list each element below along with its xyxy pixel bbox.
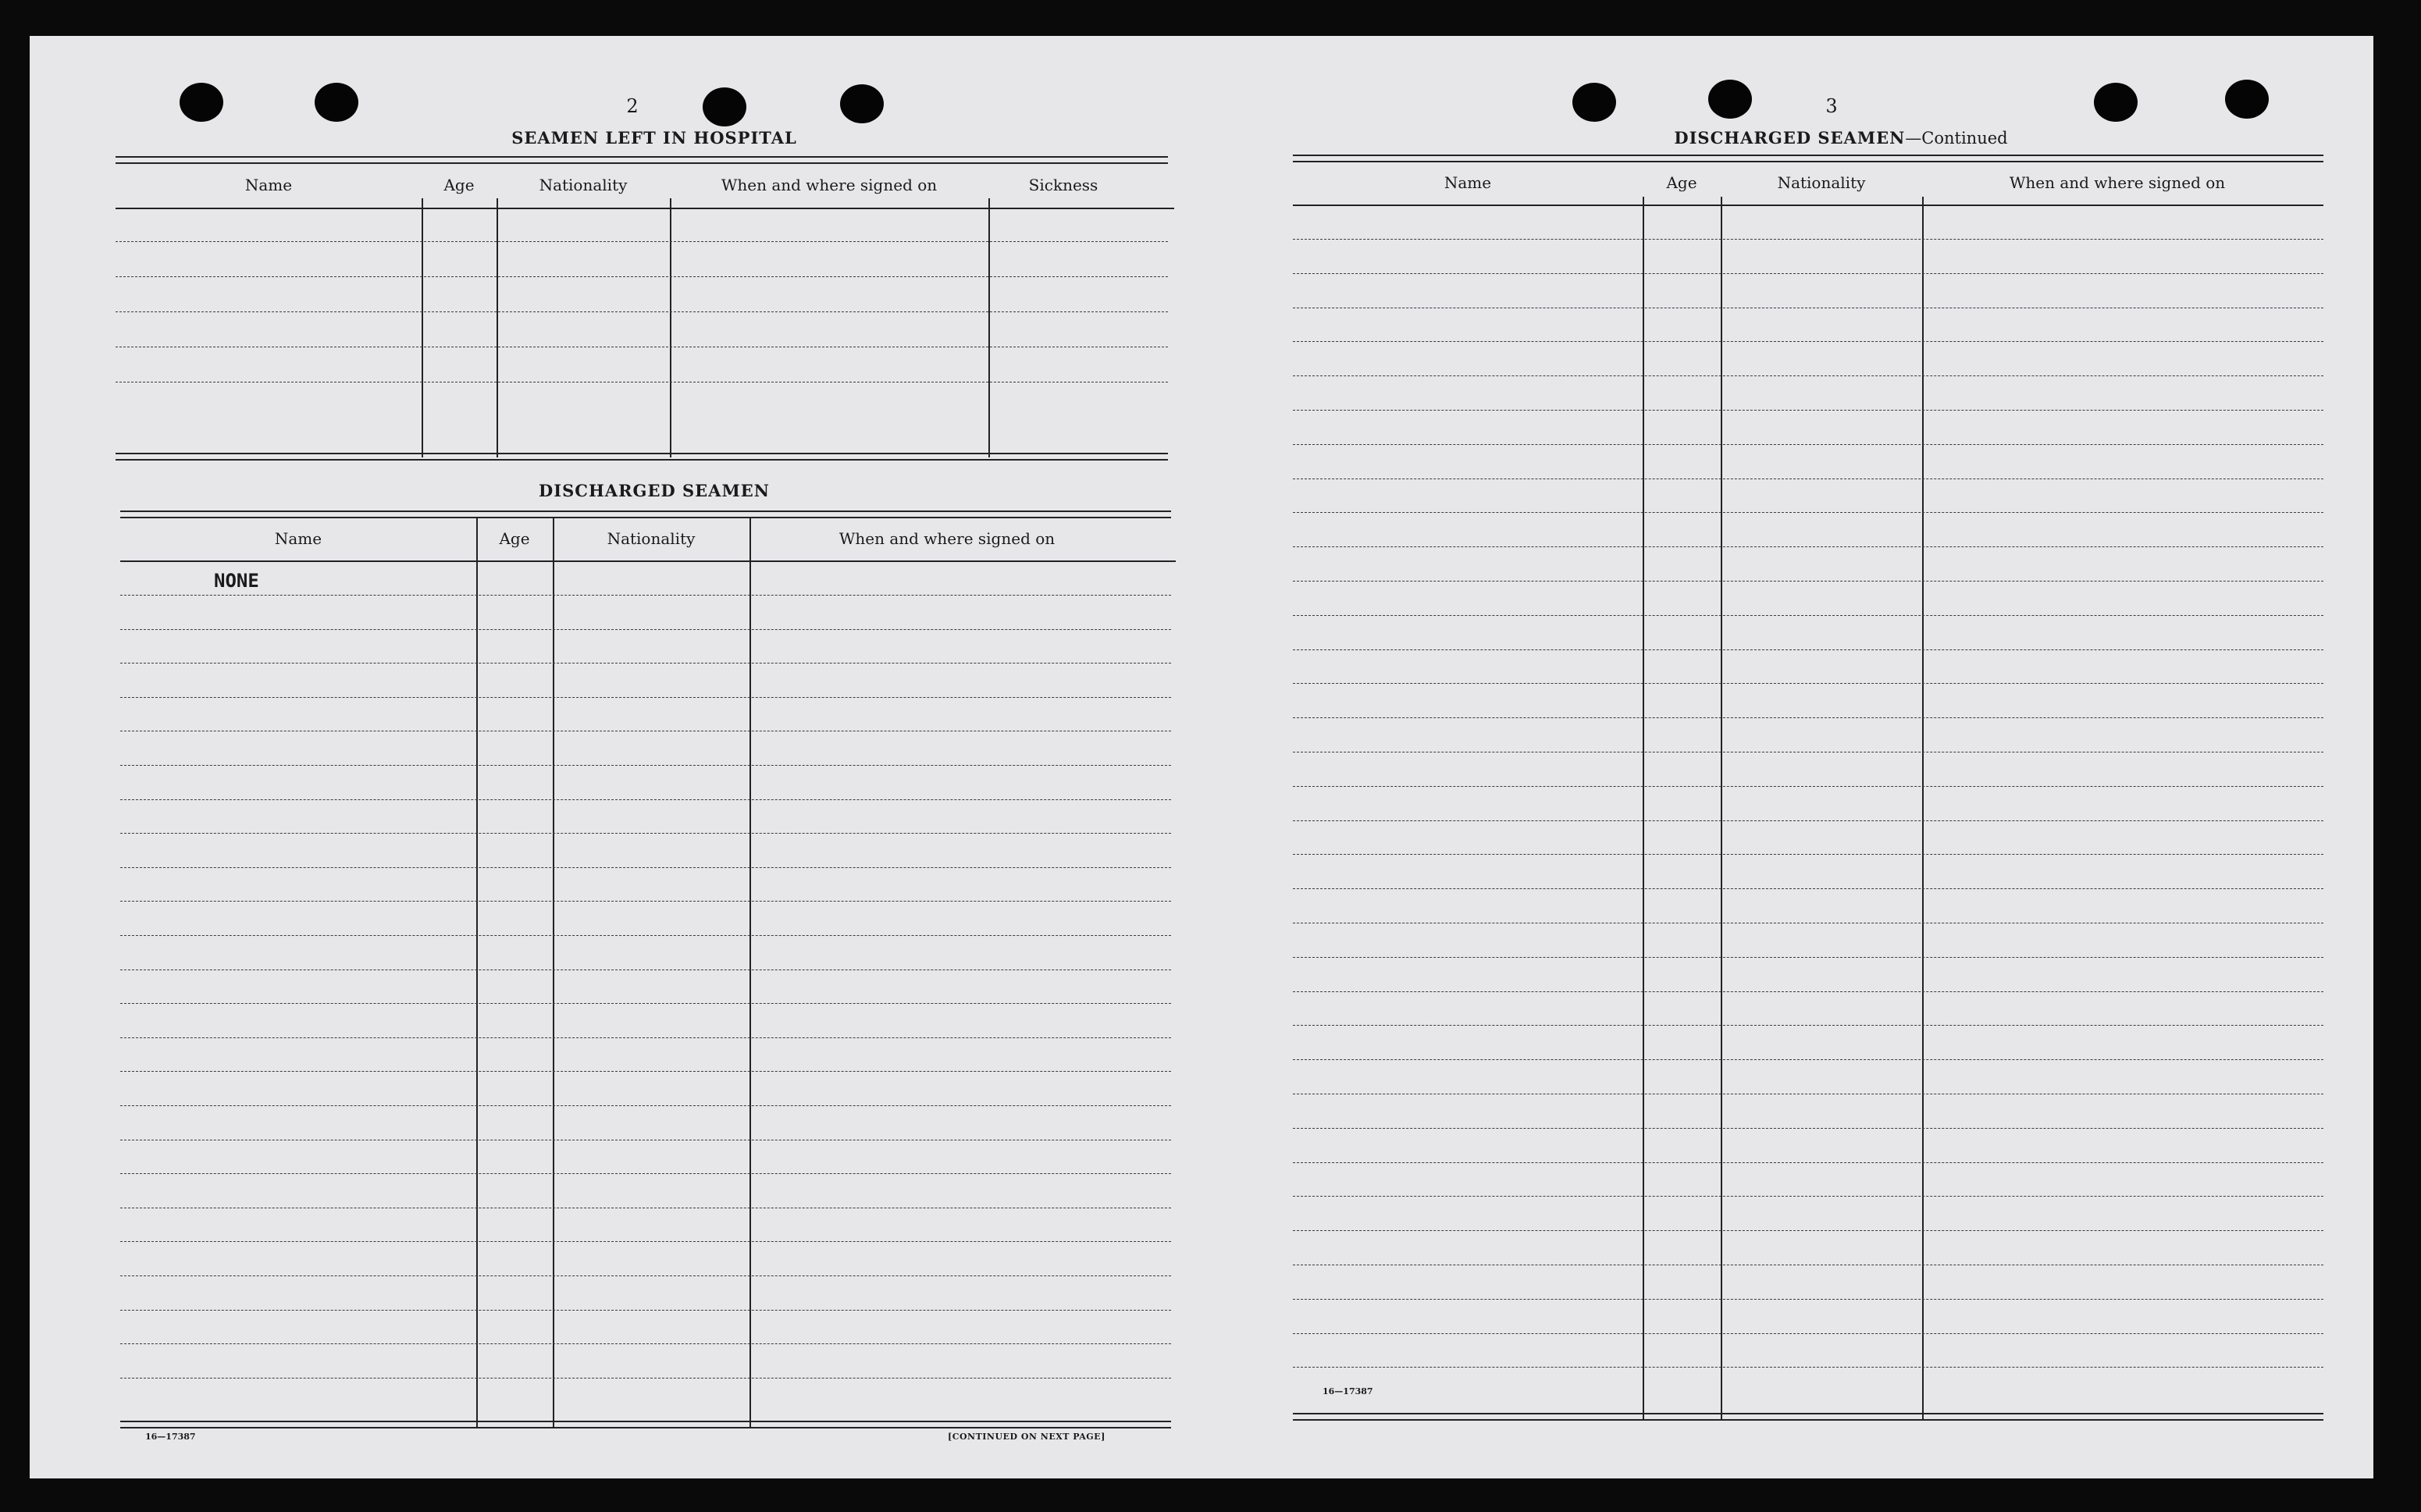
- header-nationality: Nationality: [1777, 173, 1866, 192]
- row-line: [120, 1378, 1171, 1379]
- row-line: [1293, 375, 2323, 376]
- row-line: [1293, 512, 2323, 513]
- bottom-double-rule: [116, 453, 1168, 461]
- header-when-where: When and where signed on: [721, 176, 938, 194]
- top-double-rule: [116, 156, 1168, 164]
- punch-hole: [1572, 83, 1616, 122]
- page-number: 2: [626, 95, 639, 117]
- row-line: [116, 276, 1168, 277]
- discharged-continued-table: [1293, 155, 2323, 1427]
- row-line: [120, 833, 1171, 834]
- header-when-where: When and where signed on: [838, 529, 1056, 548]
- form-code: 16—17387: [1323, 1386, 1373, 1396]
- row-line: [116, 311, 1168, 312]
- header-name: Name: [244, 176, 293, 194]
- row-line: [120, 1037, 1171, 1038]
- column-separator: [670, 198, 671, 457]
- row-line: [1293, 991, 2323, 992]
- row-line: [120, 1310, 1171, 1311]
- discharged-table: [120, 511, 1171, 1432]
- row-line: [120, 697, 1171, 698]
- header-rule: [120, 560, 1176, 562]
- title-text: DISCHARGED SEAMEN: [1674, 128, 1906, 148]
- row-line: [1293, 683, 2323, 684]
- punch-hole: [2094, 83, 2138, 122]
- row-line: [120, 1173, 1171, 1174]
- row-line: [1293, 615, 2323, 616]
- document-sheet: [30, 36, 2373, 1478]
- row-line: [120, 663, 1171, 664]
- row-line: [1293, 854, 2323, 855]
- row-line: [1293, 1333, 2323, 1334]
- row-line: [116, 241, 1168, 242]
- row-line: [1293, 1128, 2323, 1129]
- row-line: [1293, 1025, 2323, 1026]
- table-header: [116, 164, 1168, 206]
- row-line: [1293, 1299, 2323, 1300]
- column-separator: [1643, 197, 1644, 1419]
- row-line: [1293, 957, 2323, 958]
- column-separator: [988, 198, 990, 457]
- column-separator: [1721, 197, 1722, 1419]
- table-header: [120, 518, 1171, 559]
- bottom-double-rule: [1293, 1413, 2323, 1421]
- row-line: [1293, 546, 2323, 547]
- row-line: [1293, 273, 2323, 274]
- title-suffix: —Continued: [1905, 129, 2008, 148]
- form-code: 16—17387: [145, 1432, 196, 1442]
- row-line: [1293, 888, 2323, 889]
- punch-hole: [840, 84, 884, 123]
- row-line: [1293, 1196, 2323, 1197]
- punch-hole: [180, 83, 223, 122]
- discharged-continued-title: [1607, 128, 2075, 148]
- row-line: [1293, 1230, 2323, 1231]
- row-line: [120, 765, 1171, 766]
- row-line: [1293, 1059, 2323, 1060]
- row-line: [120, 1003, 1171, 1004]
- column-separator: [553, 517, 554, 1427]
- row-line: [120, 1275, 1171, 1276]
- row-line: [120, 1241, 1171, 1242]
- page-right: [1201, 36, 2373, 1478]
- header-age: Age: [443, 176, 475, 194]
- header-name: Name: [274, 529, 322, 548]
- punch-hole: [2225, 80, 2269, 119]
- hospital-table: [116, 156, 1168, 461]
- row-line: [1293, 786, 2323, 787]
- row-line: [120, 901, 1171, 902]
- header-age: Age: [499, 529, 530, 548]
- row-line: [1293, 1162, 2323, 1163]
- row-line: [120, 799, 1171, 800]
- row-line: [1293, 820, 2323, 821]
- header-when-where: When and where signed on: [2009, 173, 2226, 192]
- column-separator: [497, 198, 498, 457]
- top-double-rule: [1293, 155, 2323, 162]
- column-separator: [1922, 197, 1924, 1419]
- row-line: [1293, 239, 2323, 240]
- column-separator: [476, 517, 478, 1427]
- header-nationality: Nationality: [607, 529, 696, 548]
- row-line: [1293, 717, 2323, 718]
- table-header: [1293, 162, 2323, 203]
- continued-note: [CONTINUED ON NEXT PAGE]: [948, 1432, 1105, 1442]
- row-line: [1293, 444, 2323, 445]
- row-line: [120, 629, 1171, 630]
- header-age: Age: [1666, 173, 1697, 192]
- page-number: 3: [1825, 95, 1838, 117]
- row-line: [120, 1105, 1171, 1106]
- row-line: [120, 1071, 1171, 1072]
- row-line: [1293, 649, 2323, 650]
- page-left: [30, 36, 1201, 1478]
- header-name: Name: [1444, 173, 1492, 192]
- bottom-double-rule: [120, 1421, 1171, 1428]
- hospital-section-title: SEAMEN LEFT IN HOSPITAL: [511, 128, 797, 148]
- column-separator: [749, 517, 751, 1427]
- row-line: [1293, 410, 2323, 411]
- top-double-rule: [120, 511, 1171, 518]
- punch-hole: [315, 83, 358, 122]
- header-rule: [116, 208, 1174, 209]
- row-line: [1293, 581, 2323, 582]
- row-line: [120, 935, 1171, 936]
- row-line: [120, 595, 1171, 596]
- row-line: [120, 969, 1171, 970]
- seaman-name-entry: NONE: [214, 570, 259, 592]
- row-line: [120, 1343, 1171, 1344]
- header-nationality: Nationality: [539, 176, 628, 194]
- row-line: [1293, 1367, 2323, 1368]
- row-line: [1293, 341, 2323, 342]
- row-line: [120, 867, 1171, 868]
- header-rule: [1293, 205, 2323, 206]
- punch-hole: [703, 87, 746, 126]
- header-sickness: Sickness: [1028, 176, 1098, 194]
- column-separator: [422, 198, 423, 457]
- punch-hole: [1708, 80, 1752, 119]
- discharged-section-title: DISCHARGED SEAMEN: [539, 481, 770, 500]
